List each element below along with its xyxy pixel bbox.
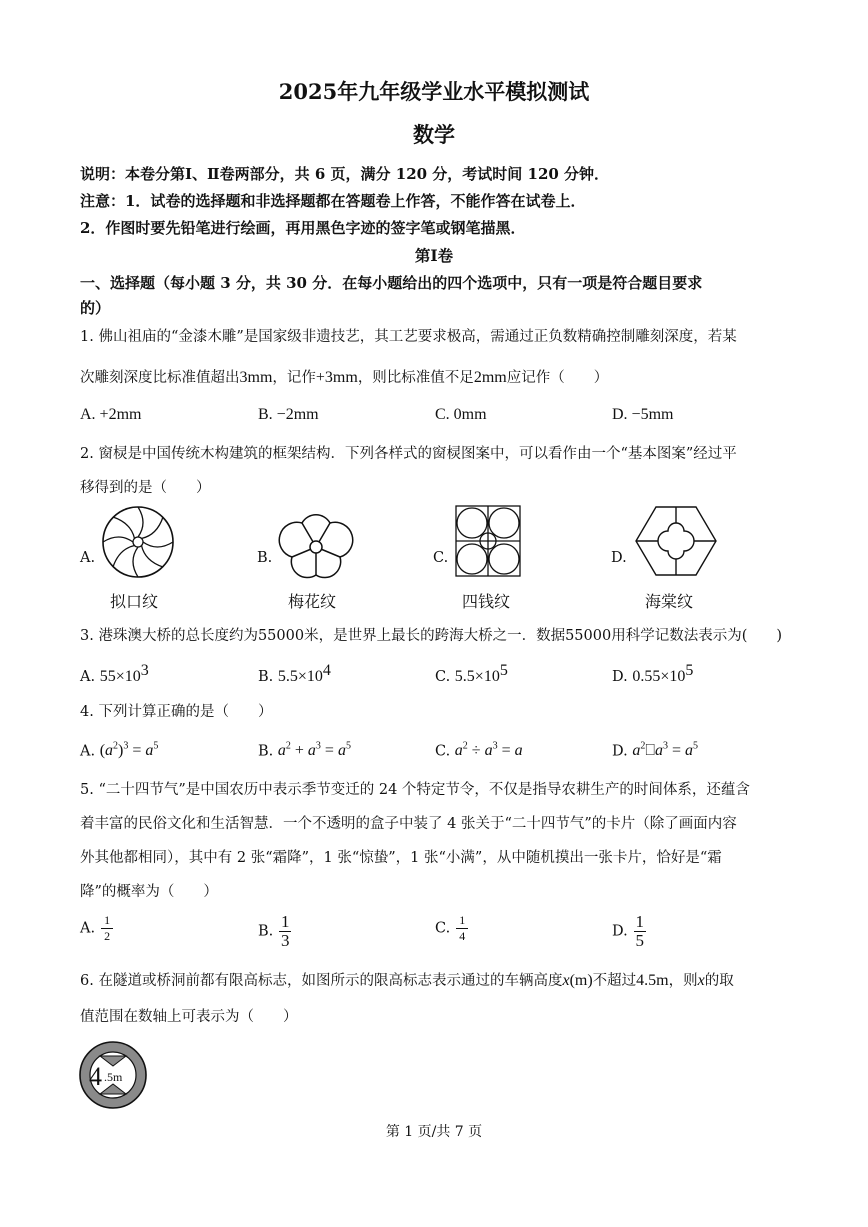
- volume-heading: 第Ⅰ卷: [414, 246, 454, 265]
- height-limit-sign: [78, 1040, 148, 1110]
- q2-option-a[interactable]: A.: [80, 550, 96, 566]
- begonia-pattern-image: [634, 505, 718, 577]
- q4-option-b[interactable]: B. $a^2 + a^3 = a^5$: [258, 741, 351, 760]
- question-1: [80, 320, 792, 395]
- q5-option-b[interactable]: B. $\frac{1}{3}$: [258, 912, 290, 950]
- section-heading-line-1: 一、选择题（每小题 3 分，共 30 分．在每小题给出的四个选项中，只有一项是符合题目要求: [80, 274, 703, 292]
- exam-title: 2025年九年级学业水平模拟测试: [278, 79, 590, 104]
- niukou-label: 拟口纹: [110, 592, 159, 611]
- q5-option-a[interactable]: A. $\frac{1}{2}$: [80, 913, 113, 944]
- plum-blossom-label: 梅花纹: [288, 592, 337, 611]
- q1-option-a[interactable]: A. +2mm: [80, 406, 142, 423]
- q3-option-a[interactable]: A. $55\times 10^3$: [80, 662, 149, 685]
- niukou-pattern-image: [102, 505, 174, 579]
- q4-option-d[interactable]: D. $a^2⎕a^3 = a^5$: [612, 741, 698, 760]
- q2-option-c[interactable]: C.: [433, 550, 449, 566]
- question-2: [80, 437, 792, 505]
- q1-option-b[interactable]: B. −2mm: [258, 406, 319, 423]
- q3-option-c[interactable]: C. $5.5\times 10^5$: [435, 662, 508, 685]
- sign-decimal: .5m: [104, 1070, 123, 1084]
- q4-option-c[interactable]: C. $a^2 \div a^3 = a$: [435, 741, 523, 760]
- plum-blossom-pattern-image: [278, 505, 354, 581]
- question-5-options: [80, 913, 800, 957]
- value-2mm: 2mm: [473, 369, 507, 386]
- question-5-line-1: 5. “二十四节气”是中国农历中表示季节变迁的 24 个特定节令，不仅是指导农耕生产的时间体系，还蕴含: [80, 782, 750, 798]
- q2-option-b[interactable]: B.: [257, 550, 273, 566]
- subject-title: 数学: [413, 122, 455, 147]
- q4-option-a[interactable]: A. $(a^2)^3 = a^5$: [80, 741, 159, 760]
- question-1-line-2: 次雕刻深度比标准值超出3mm，记作+3mm，则比标准值不足2mm应记作（ ）: [80, 369, 609, 386]
- q1-option-d[interactable]: D. −5mm: [612, 406, 674, 423]
- attention-note-1: 注意：1．试卷的选择题和非选择题都在答题卷上作答，不能作答在试卷上．: [80, 192, 586, 210]
- begonia-label: 海棠纹: [645, 592, 694, 611]
- value-plus-3mm: +3mm: [315, 369, 358, 386]
- question-1-options: [80, 406, 800, 434]
- q3-option-d[interactable]: D. $0.55\times 10^5$: [612, 662, 694, 685]
- question-6: [80, 964, 792, 1034]
- question-5-line-2: 着丰富的民俗文化和生活智慧．一个不透明的盒子中装了 4 张关于“二十四节气”的卡片（除了画面内容: [80, 816, 737, 832]
- value-3mm: 3mm: [239, 369, 273, 386]
- q1-option-c[interactable]: C. 0mm: [435, 406, 487, 423]
- q5-option-d[interactable]: D. $\frac{1}{5}$: [612, 912, 644, 950]
- attention-note-2: 2．作图时要先铅笔进行绘画，再用黑色字迹的签字笔或钢笔描黑．: [80, 219, 526, 237]
- question-5-line-3: 外其他都相同），其中有 2 张“霜降”，1 张“惊蛰”，1 张“小满”，从中随机摸出一张卡片，恰好是“霜: [80, 850, 722, 866]
- q3-option-b[interactable]: B. $5.5\times 10^4$: [258, 662, 331, 685]
- question-1-line-1: 1. 佛山祖庙的“金漆木雕”是国家级非遗技艺，其工艺要求极高，需通过正负数精确控制雕刻深度，若某: [80, 329, 737, 345]
- question-5: [80, 773, 792, 909]
- question-6-line-2: 值范围在数轴上可表示为（ ）: [80, 1009, 298, 1025]
- section-heading-line-2: 的）: [80, 299, 111, 317]
- explain-note: 说明：本卷分第Ⅰ、Ⅱ卷两部分，共 6 页，满分 120 分，考试时间 120 分钟．: [80, 165, 610, 183]
- four-coins-pattern-image: [455, 505, 521, 577]
- question-3: 3. 港珠澳大桥的总长度约为55000米，是世界上最长的跨海大桥之一．数据55000用科学记数法表示为( ): [80, 628, 783, 644]
- q5-option-c[interactable]: C. $\frac{1}{4}$: [435, 913, 468, 944]
- four-coins-label: 四钱纹: [462, 592, 511, 611]
- question-3-options: [80, 662, 800, 690]
- question-2-line-2: 移得到的是（ ）: [80, 480, 211, 496]
- question-4: 4. 下列计算正确的是（ ）: [80, 704, 273, 720]
- sign-digit: 4: [89, 1062, 102, 1091]
- q2-option-d[interactable]: D.: [611, 550, 627, 566]
- question-6-line-1: 6. 在隧道或桥洞前都有限高标志，如图所示的限高标志表示通过的车辆高度x(m)不超过4.5m，则x的取: [80, 972, 734, 989]
- question-2-line-1: 2. 窗棂是中国传统木构建筑的框架结构．下列各样式的窗棂图案中，可以看作由一个“基本图案”经过平: [80, 446, 737, 462]
- page-footer: 第 1 页/共 7 页: [385, 1124, 483, 1140]
- question-4-options: [80, 741, 800, 769]
- question-5-line-4: 降”的概率为（ ）: [80, 884, 218, 900]
